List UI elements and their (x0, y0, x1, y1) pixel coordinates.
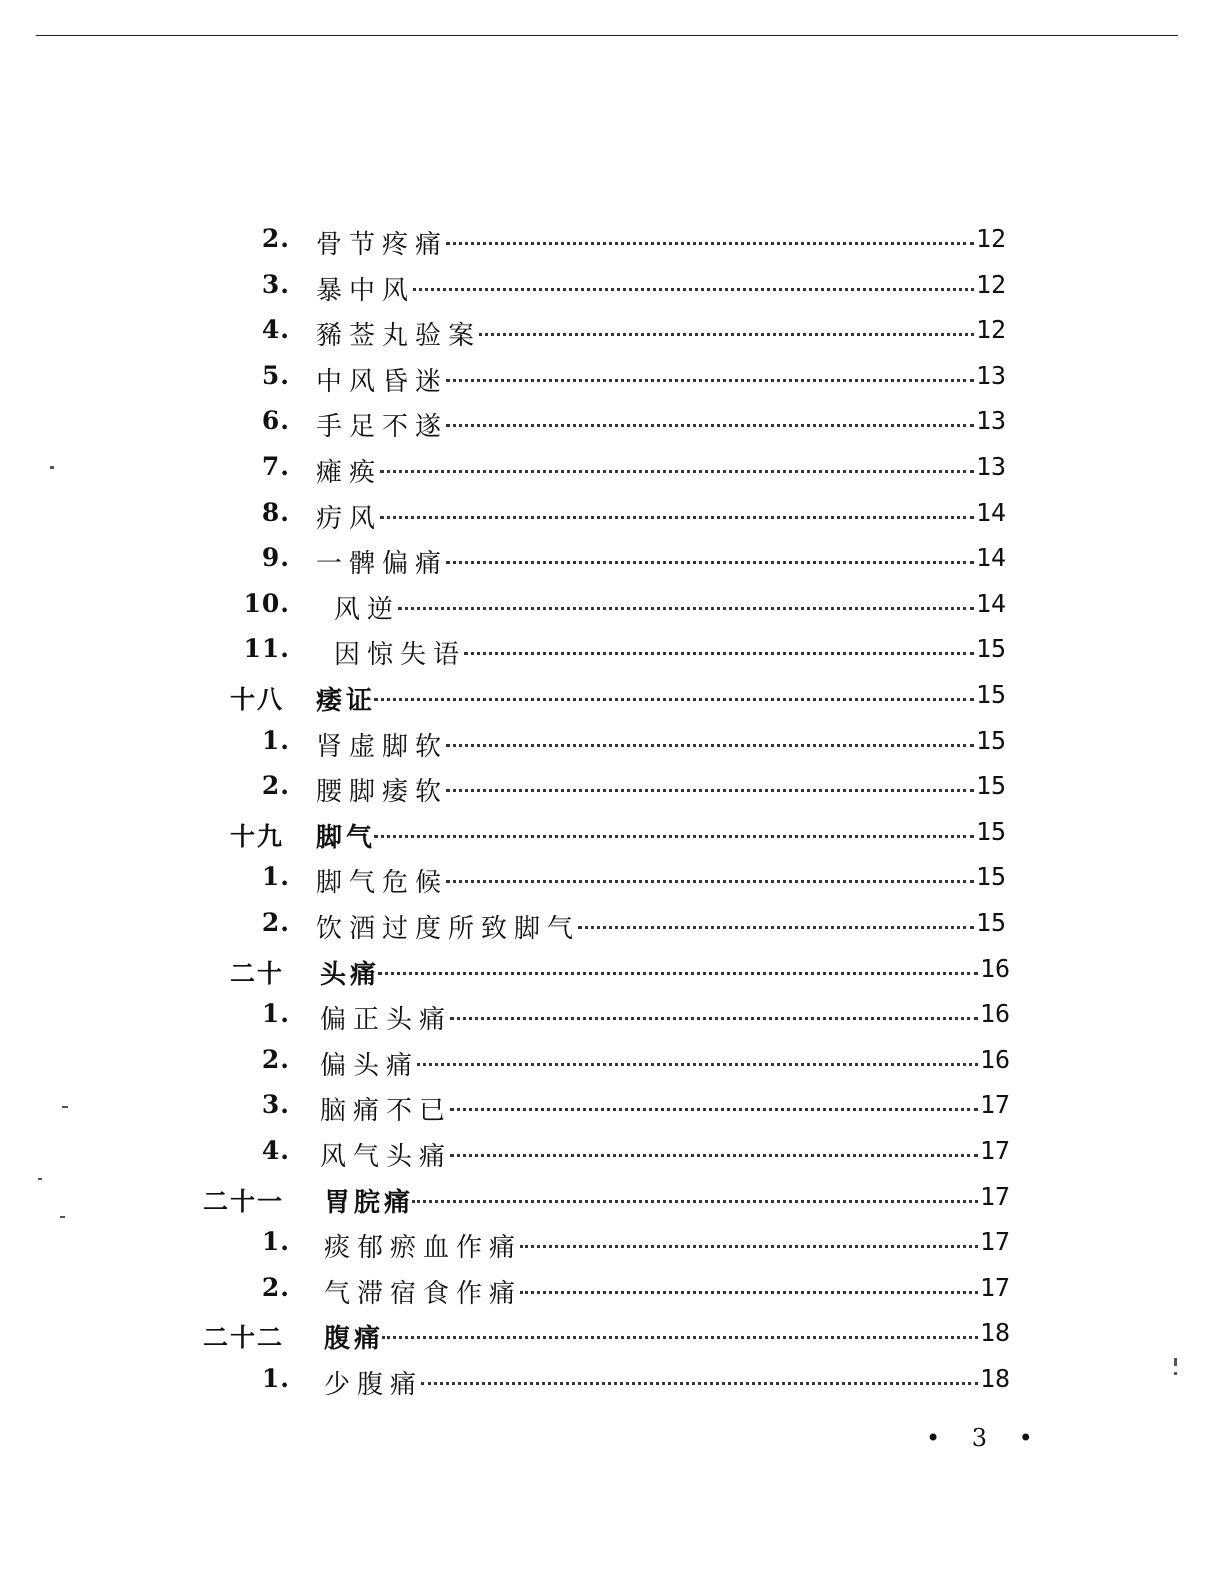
toc-dot-leader (578, 926, 974, 929)
scan-speck (1174, 1358, 1177, 1366)
toc-entry-row (0, 1084, 1224, 1130)
toc-entry-page: 15 (976, 725, 1007, 755)
toc-entry-row (0, 993, 1224, 1039)
scan-speck (1174, 1372, 1177, 1375)
toc-entry-number: 1. (261, 1364, 290, 1393)
toc-entry-title: 饮酒过度所致脚气 (316, 914, 581, 944)
toc-entry-number: 十九 (229, 821, 284, 851)
toc-entry-title: 腰脚痿软 (316, 777, 449, 808)
toc-entry-page: 15 (976, 771, 1007, 801)
toc-entry-number: 1. (261, 1227, 290, 1257)
toc-entry-row (0, 1221, 1224, 1267)
toc-entry-number: 二十 (229, 958, 284, 988)
toc-entry-title: 手足不遂 (316, 412, 449, 443)
toc-dot-leader (464, 652, 974, 655)
toc-entry-number: 二十一 (202, 1186, 284, 1216)
toc-entry-page: 12 (976, 315, 1007, 345)
toc-entry-number: 2. (261, 908, 290, 937)
toc-dot-leader (412, 1200, 978, 1203)
toc-entry-number: 二十二 (202, 1323, 284, 1353)
toc-entry-page: 14 (976, 588, 1007, 618)
toc-entry-row (0, 856, 1224, 902)
toc-entry-row (0, 1267, 1224, 1313)
toc-entry-page: 17 (980, 1136, 1011, 1165)
toc-dot-leader (374, 698, 974, 701)
toc-entry-page: 15 (976, 862, 1007, 892)
toc-entry-title: 少腹痛 (324, 1370, 424, 1400)
toc-entry-page: 12 (976, 269, 1007, 299)
toc-entry-row (0, 309, 1224, 355)
toc-entry-row (0, 537, 1224, 583)
toc-entry-page: 17 (980, 1227, 1011, 1257)
toc-entry-number: 6. (261, 406, 290, 436)
toc-entry-title: 豨莶丸验案 (316, 321, 482, 352)
toc-dot-leader (446, 242, 974, 245)
toc-entry-page: 15 (976, 908, 1007, 937)
toc-dot-leader (446, 561, 974, 564)
toc-entry-page: 17 (980, 1181, 1011, 1211)
toc-entry-page: 14 (976, 543, 1007, 573)
toc-dot-leader (450, 1154, 978, 1157)
toc-entry-number: 9. (261, 543, 290, 573)
toc-entry-page: 15 (976, 680, 1007, 709)
toc-entry-row (0, 400, 1224, 446)
toc-dot-leader (479, 333, 974, 336)
toc-entry-row (0, 720, 1224, 766)
toc-entry-page: 16 (980, 953, 1011, 983)
toc-entry-number: 5. (261, 360, 290, 390)
toc-entry-number: 11. (243, 634, 290, 664)
toc-entry-page: 13 (976, 452, 1007, 481)
toc-dot-leader (417, 1063, 978, 1066)
toc-dot-leader (446, 789, 974, 792)
toc-entry-page: 18 (980, 1364, 1011, 1393)
toc-entry-page: 17 (980, 1272, 1011, 1302)
toc-entry-number: 10. (243, 588, 290, 618)
toc-entry-title: 一髀偏痛 (316, 549, 449, 580)
toc-entry-number: 4. (261, 1136, 290, 1165)
scan-speck (50, 466, 54, 469)
scan-speck (38, 1178, 42, 1180)
toc-dot-leader (450, 1108, 978, 1111)
toc-dot-leader (520, 1291, 978, 1294)
toc-entry-number: 4. (261, 315, 290, 345)
toc-entry-title: 脑痛不已 (320, 1096, 453, 1127)
toc-entry-row (0, 902, 1224, 948)
toc-entry-title: 偏头痛 (320, 1050, 420, 1081)
toc-entry-row (0, 446, 1224, 492)
toc-dot-leader (382, 1336, 978, 1339)
toc-section-row (0, 1312, 1224, 1358)
toc-dot-leader (380, 516, 974, 519)
toc-dot-leader (378, 972, 978, 975)
toc-entry-title: 风气头痛 (320, 1142, 453, 1172)
toc-entry-number: 8. (261, 497, 290, 527)
scan-speck (62, 1106, 68, 1108)
toc-entry-title: 痿证 (316, 686, 377, 716)
toc-entry-row (0, 1358, 1224, 1404)
toc-entry-page: 14 (976, 497, 1007, 527)
toc-entry-title: 暴中风 (316, 275, 416, 306)
toc-dot-leader (520, 1245, 978, 1248)
toc-entry-page: 17 (980, 1090, 1011, 1120)
toc-entry-title: 脚气危候 (316, 868, 449, 899)
toc-entry-title: 风逆 (334, 594, 401, 625)
toc-entry-number: 1. (261, 999, 290, 1029)
toc-entry-row (0, 492, 1224, 538)
toc-entry-title: 偏正头痛 (320, 1005, 453, 1036)
toc-dot-leader (374, 835, 974, 838)
toc-entry-page: 16 (980, 1044, 1011, 1074)
toc-entry-row (0, 1039, 1224, 1085)
toc-dot-leader (446, 379, 974, 382)
toc-section-row (0, 674, 1224, 720)
toc-entry-number: 2. (261, 771, 290, 801)
toc-entry-page: 18 (980, 1318, 1011, 1348)
toc-entry-title: 中风昏迷 (316, 366, 449, 397)
toc-entry-title: 腹痛 (324, 1324, 385, 1355)
toc-entry-title: 气滞宿食作痛 (324, 1278, 523, 1309)
toc-entry-number: 1. (261, 725, 290, 755)
toc-entry-number: 7. (261, 452, 290, 481)
top-rule (36, 35, 1178, 36)
toc-entry-number: 1. (261, 862, 290, 892)
toc-entry-title: 疠风 (316, 503, 383, 534)
toc-entry-title: 骨节疼痛 (316, 230, 449, 260)
toc-entry-number: 十八 (229, 685, 284, 714)
toc-entry-title: 头痛 (320, 959, 381, 990)
toc-entry-title: 胃脘痛 (324, 1187, 415, 1218)
toc-entry-row (0, 218, 1224, 264)
toc-dot-leader (413, 288, 974, 291)
toc-dot-leader (446, 880, 974, 883)
toc-entry-title: 脚气 (316, 822, 377, 853)
toc-entry-title: 肾虚脚软 (316, 731, 449, 762)
toc-section-row (0, 1176, 1224, 1222)
toc-entry-title: 痰郁瘀血作痛 (324, 1233, 523, 1264)
toc-entry-page: 13 (976, 406, 1007, 436)
toc-dot-leader (421, 1382, 978, 1385)
toc-entry-row (0, 1130, 1224, 1176)
toc-entry-page: 15 (976, 634, 1007, 664)
toc-entry-number: 3. (261, 1090, 290, 1120)
toc-entry-number: 3. (261, 269, 290, 299)
toc-entry-row (0, 765, 1224, 811)
toc-dot-leader (446, 744, 974, 747)
toc-dot-leader (380, 470, 974, 473)
toc-dot-leader (446, 424, 974, 427)
toc-entry-page: 13 (976, 360, 1007, 390)
toc-entry-number: 2. (261, 224, 290, 253)
toc-entry-page: 15 (976, 816, 1007, 846)
toc-entry-row (0, 628, 1224, 674)
toc-entry-row (0, 583, 1224, 629)
toc-section-row (0, 811, 1224, 857)
toc-dot-leader (450, 1017, 978, 1020)
toc-entry-row (0, 264, 1224, 310)
toc-section-row (0, 948, 1224, 994)
page-number: • 3 • (926, 1424, 1045, 1452)
toc-entry-row (0, 355, 1224, 401)
toc-entry-title: 因惊失语 (334, 640, 467, 671)
toc-entry-number: 2. (261, 1272, 290, 1302)
toc-entry-number: 2. (261, 1044, 290, 1074)
toc-entry-title: 瘫痪 (316, 458, 383, 488)
toc-dot-leader (398, 607, 974, 610)
toc-entry-page: 12 (976, 224, 1007, 253)
toc-entry-page: 16 (980, 999, 1011, 1029)
scan-speck (60, 1216, 65, 1218)
